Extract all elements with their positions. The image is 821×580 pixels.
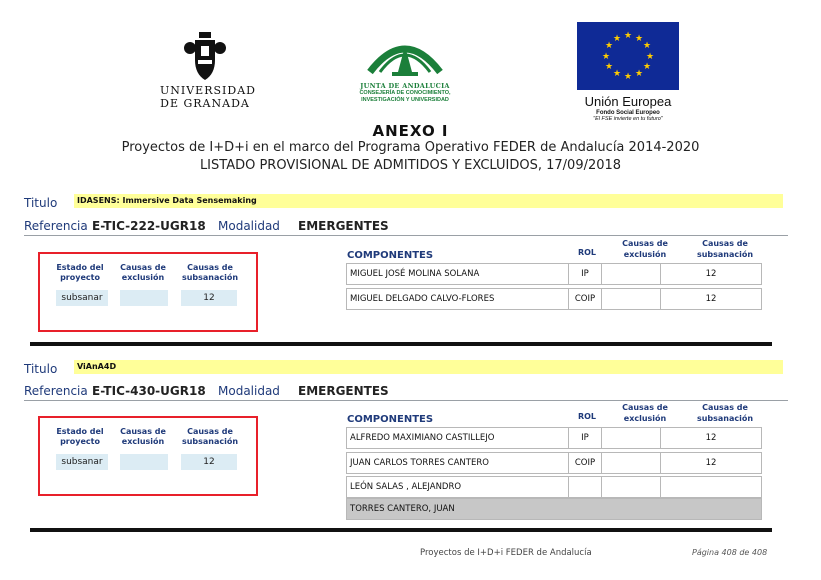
svg-text:★: ★ bbox=[612, 34, 622, 44]
estado-value: subsanar bbox=[56, 290, 108, 306]
divider bbox=[24, 400, 788, 401]
comp-subsanacion-header: Causas de subsanación bbox=[696, 239, 754, 259]
junta-andalucia-emblem-icon bbox=[362, 32, 448, 78]
component-rol: IP bbox=[581, 269, 589, 279]
ugr-name-line1: UNIVERSIDAD bbox=[160, 84, 256, 97]
subsanacion-header: Causas de subsanación bbox=[181, 427, 239, 446]
component-subsanacion: 12 bbox=[705, 294, 717, 304]
section-divider bbox=[30, 528, 772, 532]
svg-text:★: ★ bbox=[642, 41, 652, 51]
modalidad-value: EMERGENTES bbox=[298, 384, 389, 398]
component-exclusion bbox=[602, 453, 660, 473]
component-exclusion bbox=[602, 428, 660, 448]
anexo-title: ANEXO I bbox=[372, 122, 449, 140]
titulo-label: Titulo bbox=[24, 362, 58, 376]
eu-flag-icon bbox=[577, 22, 679, 90]
comp-subsanacion-header: Causas de subsanación bbox=[696, 403, 754, 423]
exclusion-value bbox=[120, 454, 168, 470]
component-subsanacion: 12 bbox=[705, 433, 717, 443]
section-divider bbox=[30, 342, 772, 346]
eu-fund: Fondo Social Europeo bbox=[596, 110, 660, 116]
component-name: JUAN CARLOS TORRES CANTERO bbox=[350, 458, 489, 468]
svg-text:★: ★ bbox=[642, 62, 652, 72]
rol-header: ROL bbox=[577, 248, 597, 257]
eu-motto: "El FSE invierte en tu futuro" bbox=[593, 116, 663, 122]
svg-text:★: ★ bbox=[604, 62, 614, 72]
modalidad-label: Modalidad bbox=[218, 384, 280, 398]
rol-header: ROL bbox=[577, 412, 597, 421]
svg-text:★: ★ bbox=[645, 52, 655, 62]
subsanacion-value: 12 bbox=[181, 454, 237, 470]
component-name: LEÓN SALAS , ALEJANDRO bbox=[350, 482, 462, 492]
exclusion-header: Causas de exclusión bbox=[120, 427, 166, 446]
ja-line2: INVESTIGACIÓN Y UNIVERSIDAD bbox=[361, 96, 449, 103]
subsanacion-value: 12 bbox=[181, 290, 237, 306]
comp-exclusion-header: Causas de exclusión bbox=[622, 239, 668, 259]
modalidad-label: Modalidad bbox=[218, 219, 280, 233]
referencia-label: Referencia bbox=[24, 219, 88, 233]
ugr-logo bbox=[160, 30, 256, 110]
ja-title: JUNTA DE ANDALUCIA bbox=[360, 82, 450, 90]
component-row bbox=[346, 452, 762, 474]
referencia-value: E-TIC-430-UGR18 bbox=[92, 384, 206, 398]
component-name: MIGUEL DELGADO CALVO-FLORES bbox=[350, 294, 495, 304]
component-exclusion bbox=[602, 264, 660, 284]
estado-header: Estado del proyecto bbox=[56, 263, 104, 282]
component-row bbox=[346, 427, 762, 449]
component-row bbox=[346, 288, 762, 310]
component-name: TORRES CANTERO, JUAN bbox=[350, 504, 455, 514]
component-rol: COIP bbox=[574, 458, 596, 468]
ugr-crest-icon bbox=[181, 30, 229, 84]
estado-header: Estado del proyecto bbox=[56, 427, 104, 446]
subsanacion-header: Causas de subsanación bbox=[181, 263, 239, 282]
component-subsanacion: 12 bbox=[705, 458, 717, 468]
componentes-header: COMPONENTES bbox=[347, 250, 434, 261]
exclusion-value bbox=[120, 290, 168, 306]
component-subsanacion bbox=[661, 499, 761, 519]
exclusion-header: Causas de exclusión bbox=[120, 263, 166, 282]
component-rol bbox=[569, 499, 601, 519]
modalidad-value: EMERGENTES bbox=[298, 219, 389, 233]
titulo-label: Titulo bbox=[24, 196, 58, 210]
footer-text: Proyectos de I+D+i FEDER de Andalucía bbox=[420, 548, 592, 558]
component-row bbox=[346, 263, 762, 285]
eu-name: Unión Europea bbox=[584, 94, 672, 109]
component-exclusion bbox=[602, 477, 660, 497]
ugr-name-line2: DE GRANADA bbox=[160, 97, 250, 110]
listado-title: LISTADO PROVISIONAL DE ADMITIDOS Y EXCLUIDOS, 17/09/2018 bbox=[199, 158, 622, 173]
project-title: ViAnA4D bbox=[74, 360, 783, 374]
svg-text:★: ★ bbox=[623, 72, 633, 82]
project-title: IDASENS: Immersive Data Sensemaking bbox=[74, 194, 783, 208]
component-exclusion bbox=[602, 499, 660, 519]
page-number: Página 408 de 408 bbox=[692, 548, 768, 557]
component-exclusion bbox=[602, 289, 660, 309]
svg-text:★: ★ bbox=[623, 31, 633, 41]
divider bbox=[24, 235, 788, 236]
comp-exclusion-header: Causas de exclusión bbox=[622, 403, 668, 423]
component-row bbox=[346, 498, 762, 520]
component-rol bbox=[569, 477, 601, 497]
svg-text:★: ★ bbox=[634, 34, 644, 44]
component-rol: COIP bbox=[574, 294, 596, 304]
component-rol: IP bbox=[581, 433, 589, 443]
referencia-label: Referencia bbox=[24, 384, 88, 398]
svg-text:★: ★ bbox=[634, 69, 644, 79]
component-subsanacion: 12 bbox=[705, 269, 717, 279]
svg-text:★: ★ bbox=[601, 52, 611, 62]
component-row bbox=[346, 476, 762, 498]
componentes-header: COMPONENTES bbox=[347, 414, 434, 425]
component-name: MIGUEL JOSÉ MOLINA SOLANA bbox=[350, 269, 480, 279]
document-subtitle: Proyectos de I+D+i en el marco del Programa Operativo FEDER de Andalucía 2014-2020 bbox=[121, 140, 700, 155]
junta-andalucia-logo bbox=[355, 32, 455, 103]
estado-value: subsanar bbox=[56, 454, 108, 470]
svg-text:★: ★ bbox=[604, 41, 614, 51]
referencia-value: E-TIC-222-UGR18 bbox=[92, 219, 206, 233]
eu-logo bbox=[577, 22, 679, 122]
component-subsanacion bbox=[661, 477, 761, 497]
component-name: ALFREDO MAXIMIANO CASTILLEJO bbox=[350, 433, 495, 443]
svg-text:★: ★ bbox=[612, 69, 622, 79]
ja-line1: CONSEJERÍA DE CONOCIMIENTO, bbox=[359, 90, 451, 96]
